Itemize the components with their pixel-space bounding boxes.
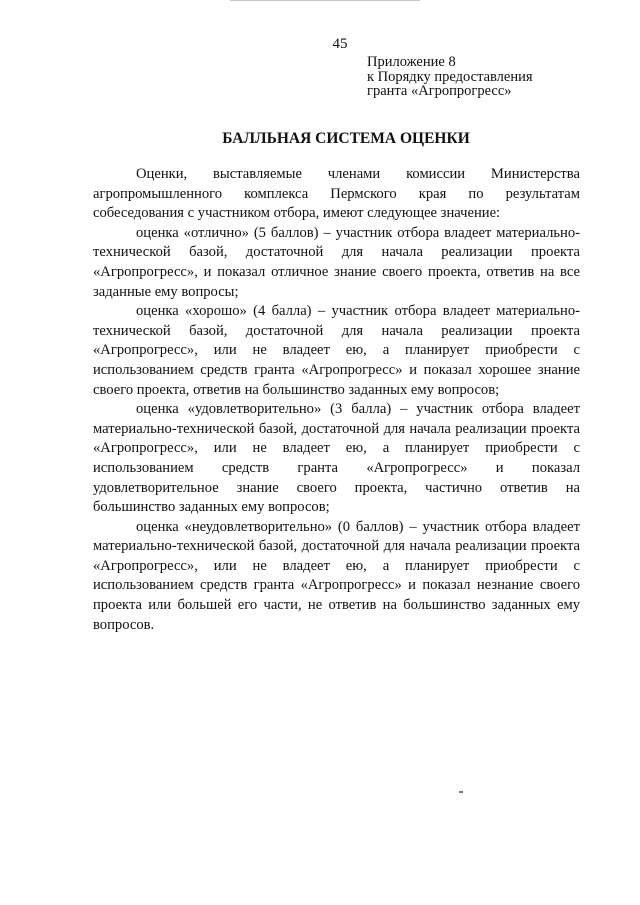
attachment-header [367,55,533,99]
paragraph-grade-satisfactory: оценка «удовлетворительно» (3 балла) – участник отбора владеет материально-технической базой, достаточной для начала реализации проекта «Агропрогресс», или не владеет ею, а планирует приобрести с использованием средств гранта «Агропрогресс» и показал удовлетворительное знание своего проекта, частично ответив на большинство заданных ему вопросов; [93,401,580,516]
scan-artifact-mark [459,791,463,793]
document-body [93,165,580,635]
paragraph-grade-unsatisfactory: оценка «неудовлетворительно» (0 баллов) – участник отбора владеет материально-технической базой, достаточной для начала реализации проекта «Агропрогресс», или не владеет ею, а планирует приобрести с использованием средств гранта «Агропрогресс» и показал незнание своего проекта или большей его части, не ответив на большинство заданных ему вопросов. [93,518,580,633]
scan-edge-line [230,0,420,1]
page-number: 45 [332,36,348,52]
paragraph-grade-excellent: оценка «отлично» (5 баллов) – участник отбора владеет материально-технической базой, достаточной для начала реализации проекта «Агропрогресс», и показал отличное знание своего проекта, ответив на все заданные ему вопросы; [93,224,580,300]
attachment-number: Приложение 8 [367,54,456,70]
attachment-grant-name: гранта «Агропрогресс» [367,83,512,99]
paragraph-intro: Оценки, выставляемые членами комиссии Министерства агропромышленного комплекса Пермского края по результатам собеседования с участником отбора, имеют следующее значение: [93,166,580,222]
attachment-reference: к Порядку предоставления [367,68,533,85]
paragraph-grade-good: оценка «хорошо» (4 балла) – участник отбора владеет материально-технической базой, достаточной для начала реализации проекта «Агропрогресс», или не владеет ею, а планирует приобрести с использованием средств гранта «Агропрогресс» и показал хорошее знание своего проекта, ответив на большинство заданных ему вопросов; [93,303,580,398]
document-title: БАЛЛЬНАЯ СИСТЕМА ОЦЕНКИ [222,130,470,147]
